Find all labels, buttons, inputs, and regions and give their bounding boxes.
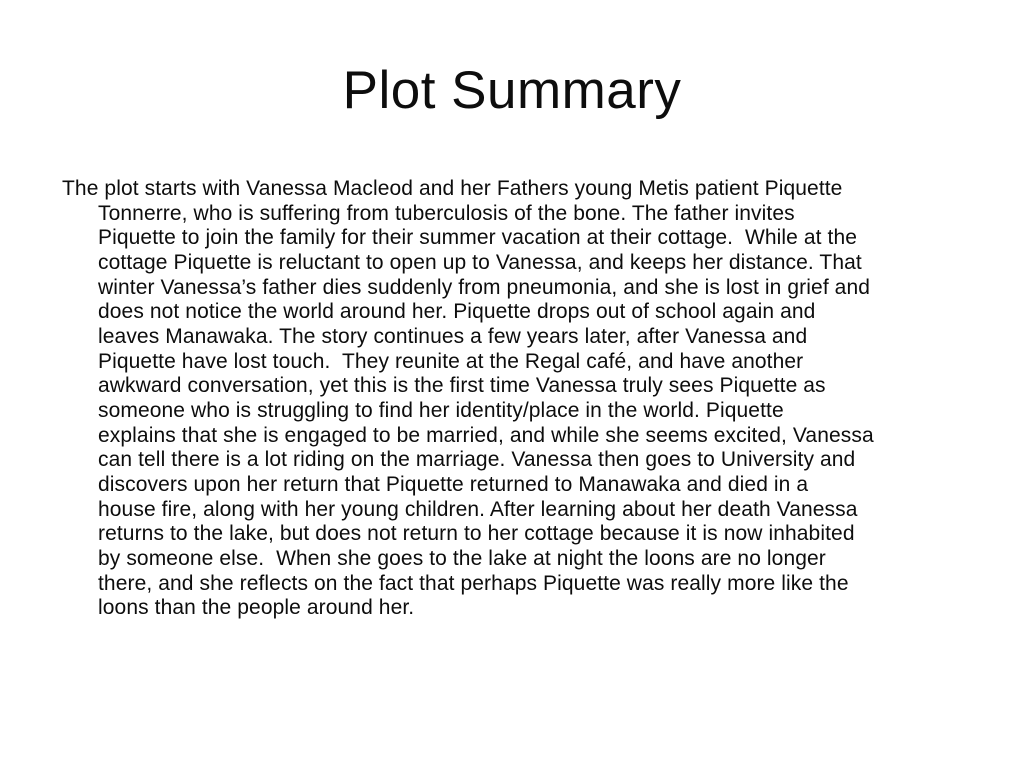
paragraph-line: Piquette to join the family for their summer vacation at their cottage. While at the — [98, 226, 858, 250]
paragraph-line: Piquette have lost touch. They reunite at the Regal café, and have another — [98, 349, 804, 373]
paragraph-line: discovers upon her return that Piquette returned to Manawaka and died in a — [98, 472, 809, 496]
paragraph-line: returns to the lake, but does not return to her cottage because it is now inhabited — [98, 522, 855, 546]
plot-summary-paragraph — [62, 177, 972, 621]
slide-title: Plot Summary — [342, 61, 682, 120]
paragraph-line: house fire, along with her young children. After learning about her death Vanessa — [98, 497, 858, 521]
paragraph-line: cottage Piquette is reluctant to open up to Vanessa, and keeps her distance. That — [98, 250, 862, 274]
paragraph-line: Tonnerre, who is suffering from tuberculosis of the bone. The father invites — [98, 201, 795, 225]
paragraph-line: awkward conversation, yet this is the first time Vanessa truly sees Piquette as — [98, 374, 826, 398]
paragraph-line: winter Vanessa’s father dies suddenly from pneumonia, and she is lost in grief and — [98, 275, 871, 299]
paragraph-line: there, and she reflects on the fact that perhaps Piquette was really more like the — [98, 571, 849, 595]
paragraph-line: can tell there is a lot riding on the marriage. Vanessa then goes to University and — [98, 448, 856, 472]
paragraph-line: explains that she is engaged to be married, and while she seems excited, Vanessa — [98, 423, 874, 447]
paragraph-line: The plot starts with Vanessa Macleod and her Fathers young Metis patient Piquette — [62, 177, 843, 200]
paragraph-line: someone who is struggling to find her identity/place in the world. Piquette — [98, 398, 784, 422]
paragraph-line: loons than the people around her. — [98, 596, 415, 620]
paragraph-line: does not notice the world around her. Piquette drops out of school again and — [98, 300, 816, 324]
paragraph-line: by someone else. When she goes to the lake at night the loons are no longer — [98, 546, 826, 570]
paragraph-line: leaves Manawaka. The story continues a few years later, after Vanessa and — [98, 324, 808, 348]
